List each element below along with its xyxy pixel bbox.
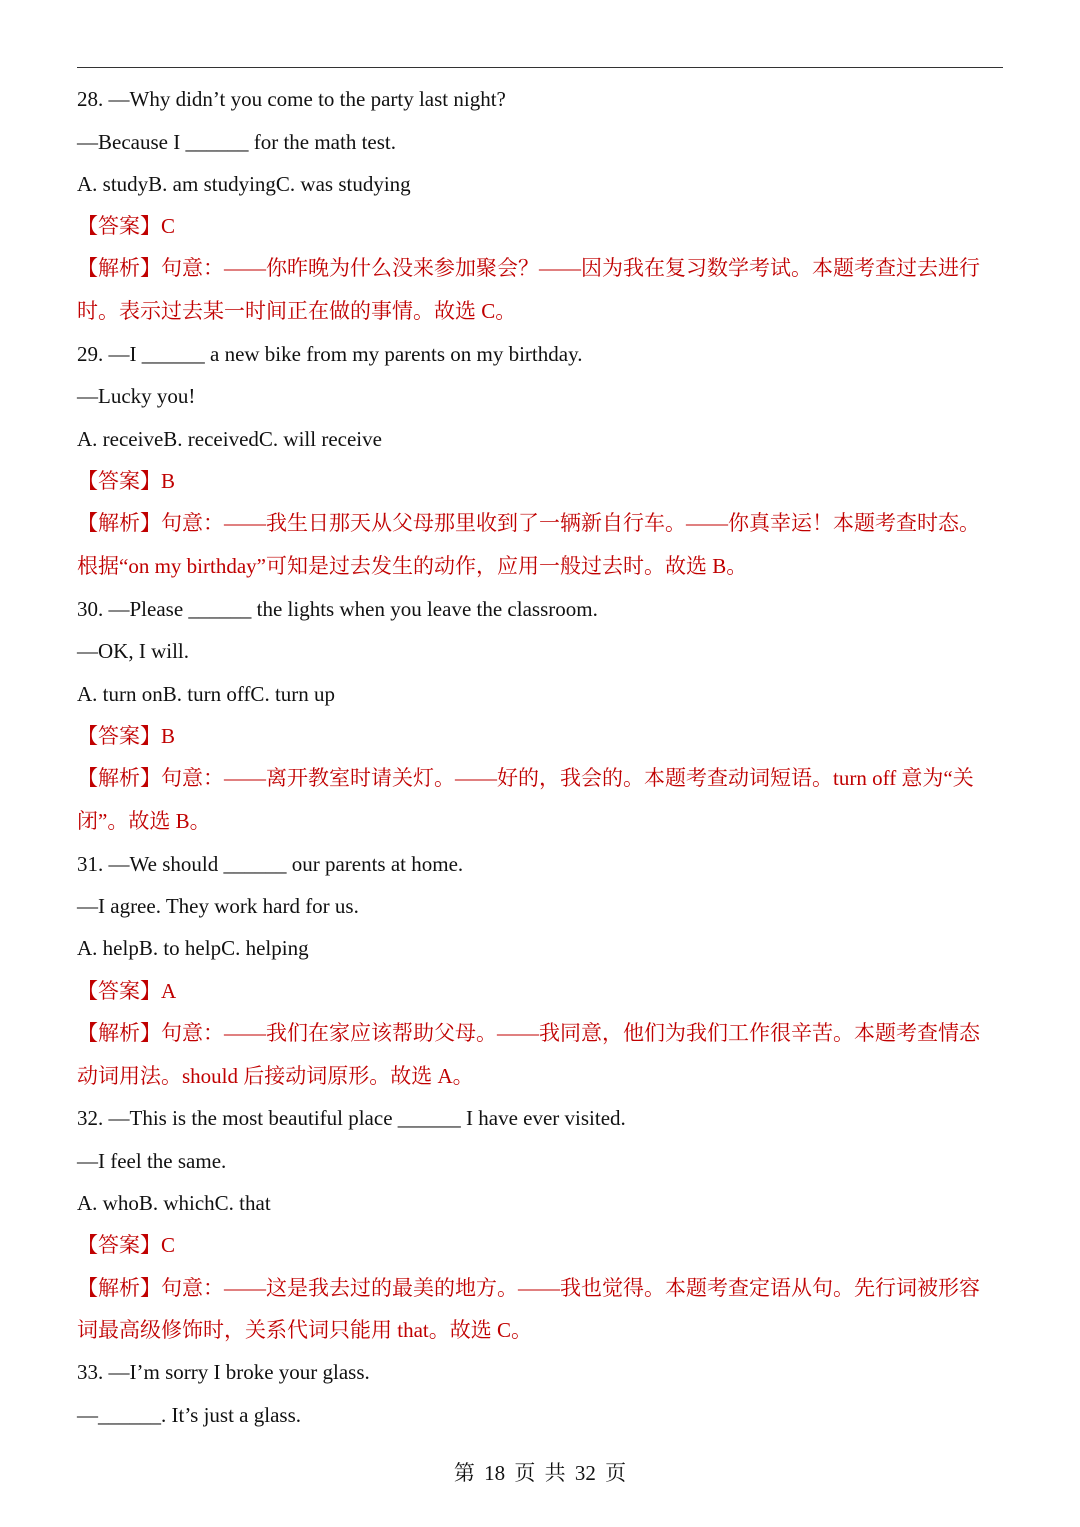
question-29-stem: 29. —I ______ a new bike from my parents on my birthday.	[77, 342, 583, 366]
question-31-options: A. helpB. to helpC. helping	[77, 936, 309, 960]
question-32-options: A. whoB. whichC. that	[77, 1191, 271, 1215]
question-29-options: A. receiveB. receivedC. will receive	[77, 427, 382, 451]
header-rule	[77, 67, 1003, 68]
question-28-stem: 28. —Why didn’t you come to the party last night?	[77, 87, 506, 111]
question-30-reply: —OK, I will.	[77, 639, 189, 663]
question-29-answer: 【答案】B	[77, 469, 176, 493]
question-31-stem: 31. —We should ______ our parents at home.	[77, 852, 464, 876]
question-32-answer: 【答案】C	[77, 1233, 176, 1257]
question-28-reply: —Because I ______ for the math test.	[77, 130, 396, 154]
question-30-stem: 30. —Please ______ the lights when you leave the classroom.	[77, 597, 598, 621]
question-30-answer: 【答案】B	[77, 724, 176, 748]
question-31-answer: 【答案】A	[77, 979, 177, 1003]
question-30-options: A. turn onB. turn offC. turn up	[77, 682, 336, 706]
question-32-analysis-cont: 词最高级修饰时，关系代词只能用 that。故选 C。	[77, 1318, 532, 1342]
question-28-answer: 【答案】C	[77, 214, 176, 238]
question-30-analysis: 【解析】句意：——离开教室时请关灯。——好的，我会的。本题考查动词短语。turn off 意为“关	[77, 766, 974, 790]
question-29-analysis: 【解析】句意：——我生日那天从父母那里收到了一辆新自行车。——你真幸运！本题考查时态。	[77, 511, 980, 535]
question-31-analysis-cont: 动词用法。should 后接动词原形。故选 A。	[77, 1064, 474, 1088]
page-footer: 第 18 页 共 32 页	[453, 1461, 627, 1485]
question-31-reply: —I agree. They work hard for us.	[77, 894, 359, 918]
question-31-analysis: 【解析】句意：——我们在家应该帮助父母。——我同意，他们为我们工作很辛苦。本题考查情态	[77, 1021, 980, 1045]
question-29-analysis-cont: 根据“on my birthday”可知是过去发生的动作，应用一般过去时。故选 B。	[77, 554, 748, 578]
question-28-analysis-cont: 时。表示过去某一时间正在做的事情。故选 C。	[77, 299, 517, 323]
question-28-options: A. studyB. am studyingC. was studying	[77, 172, 411, 196]
question-32-reply: —I feel the same.	[77, 1149, 227, 1173]
question-29-reply: —Lucky you!	[77, 384, 196, 408]
question-32-stem: 32. —This is the most beautiful place ______ I have ever visited.	[77, 1106, 626, 1130]
question-33-reply: —______. It’s just a glass.	[77, 1403, 301, 1427]
question-33-stem: 33. —I’m sorry I broke your glass.	[77, 1360, 370, 1384]
question-30-analysis-cont: 闭”。故选 B。	[77, 809, 211, 833]
question-32-analysis: 【解析】句意：——这是我去过的最美的地方。——我也觉得。本题考查定语从句。先行词被形容	[77, 1276, 980, 1300]
question-28-analysis: 【解析】句意：——你昨晚为什么没来参加聚会？——因为我在复习数学考试。本题考查过去进行	[77, 256, 980, 280]
